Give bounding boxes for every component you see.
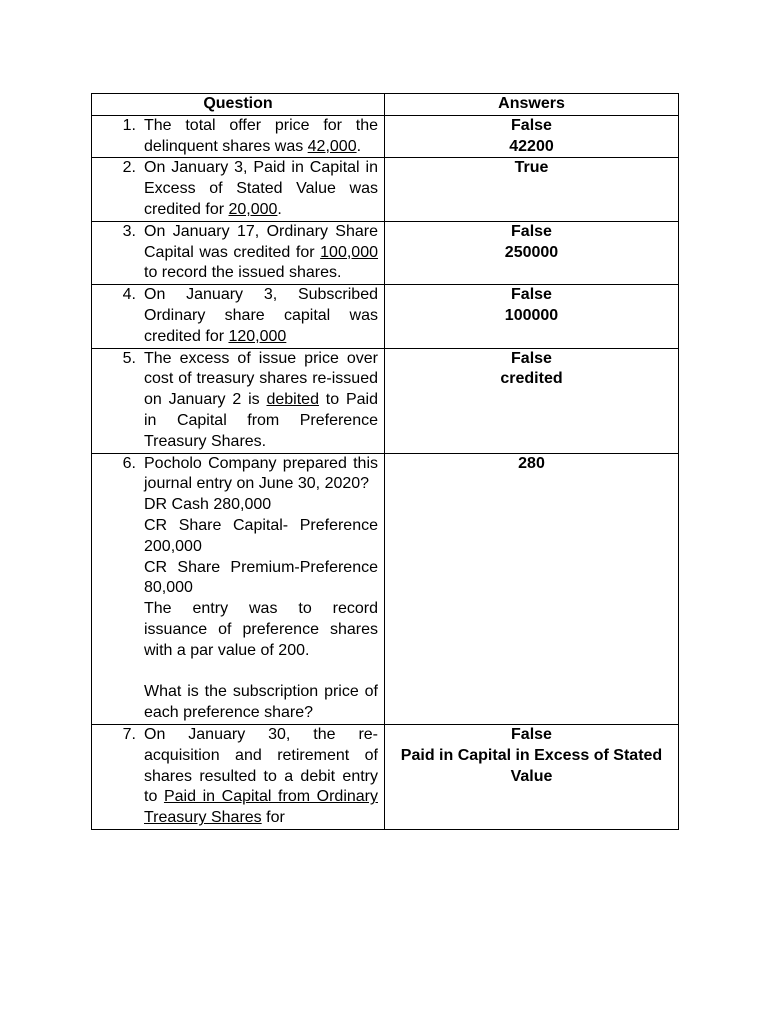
answer-correction: credited: [500, 370, 563, 388]
question-text: On January 3, Subscribed Ordinary share capital was credited for 120,000: [144, 286, 378, 345]
answer-value: 280: [518, 454, 545, 472]
answer-correction: 250000: [504, 243, 559, 261]
answer-verdict: False: [511, 349, 552, 367]
answer-cell: [385, 158, 679, 221]
question-number: 5.: [122, 349, 136, 367]
question-number: 1.: [122, 116, 136, 134]
underlined-value: debited: [266, 391, 319, 409]
answer-cell: [385, 724, 679, 829]
question-line: CR Share Capital- Preference 200,000: [144, 516, 378, 555]
table-row: [92, 115, 679, 158]
answer-verdict: False: [511, 222, 552, 240]
question-text: [144, 454, 378, 724]
question-cell: [92, 285, 385, 348]
answer-verdict: False: [511, 116, 552, 134]
underlined-value: 20,000: [228, 200, 278, 218]
underlined-value: 42,000: [307, 137, 357, 155]
answer-verdict: False: [511, 286, 552, 304]
question-line: DR Cash 280,000: [144, 496, 272, 514]
answer-correction: 42200: [509, 137, 554, 155]
answer-cell: [385, 221, 679, 284]
question-line: Pocholo Company prepared this journal entry on June 30, 2020?: [144, 454, 378, 493]
answer-cell: [385, 453, 679, 724]
table-header-row: [92, 94, 679, 116]
question-cell: [92, 158, 385, 221]
question-cell: [92, 724, 385, 829]
question-cell: [92, 115, 385, 158]
answer-cell: [385, 285, 679, 348]
question-number: 7.: [122, 725, 136, 743]
question-cell: [92, 348, 385, 453]
qa-table: [91, 93, 679, 830]
underlined-value: 100,000: [320, 243, 378, 261]
question-number: 2.: [122, 159, 136, 177]
question-header: Question: [92, 94, 385, 116]
question-number: 4.: [122, 286, 136, 304]
answer-cell: [385, 348, 679, 453]
question-line: The entry was to record issuance of preference shares with a par value of 200.: [144, 600, 378, 659]
underlined-value: Paid in Capital from Ordinary Treasury Shares: [144, 788, 378, 827]
question-text: The excess of issue price over cost of treasury shares re-issued on January 2 is debited to Paid in Capital from Preference Treasury Shares.: [144, 349, 379, 450]
table-row: [92, 285, 679, 348]
question-text: On January 30, the re-acquisition and retirement of shares resulted to a debit entry to Paid in Capital from Ordinary Treasury Shares for: [144, 725, 378, 827]
question-text: On January 3, Paid in Capital in Excess of Stated Value was credited for 20,000.: [144, 159, 378, 218]
answers-header: Answers: [385, 94, 679, 116]
answer-cell: [385, 115, 679, 158]
question-text: The total offer price for the delinquent shares was 42,000.: [144, 116, 378, 155]
answer-verdict: False: [511, 725, 552, 743]
answer-correction: Paid in Capital in Excess of Stated Value: [400, 746, 663, 785]
table-row: [92, 348, 679, 453]
question-cell: [92, 453, 385, 724]
underlined-value: 120,000: [228, 327, 287, 345]
answer-correction: 100000: [504, 306, 559, 324]
table-row: [92, 724, 679, 829]
answer-verdict: True: [514, 159, 549, 177]
table-row: [92, 453, 679, 724]
question-number: 6.: [122, 454, 136, 472]
question-prompt: What is the subscription price of each preference share?: [144, 683, 378, 722]
table-row: [92, 221, 679, 284]
question-cell: [92, 221, 385, 284]
table-row: [92, 158, 679, 221]
question-line: CR Share Premium-Preference 80,000: [144, 558, 378, 597]
question-number: 3.: [122, 222, 136, 240]
question-text: On January 17, Ordinary Share Capital was credited for 100,000 to record the issued shares.: [144, 222, 378, 282]
